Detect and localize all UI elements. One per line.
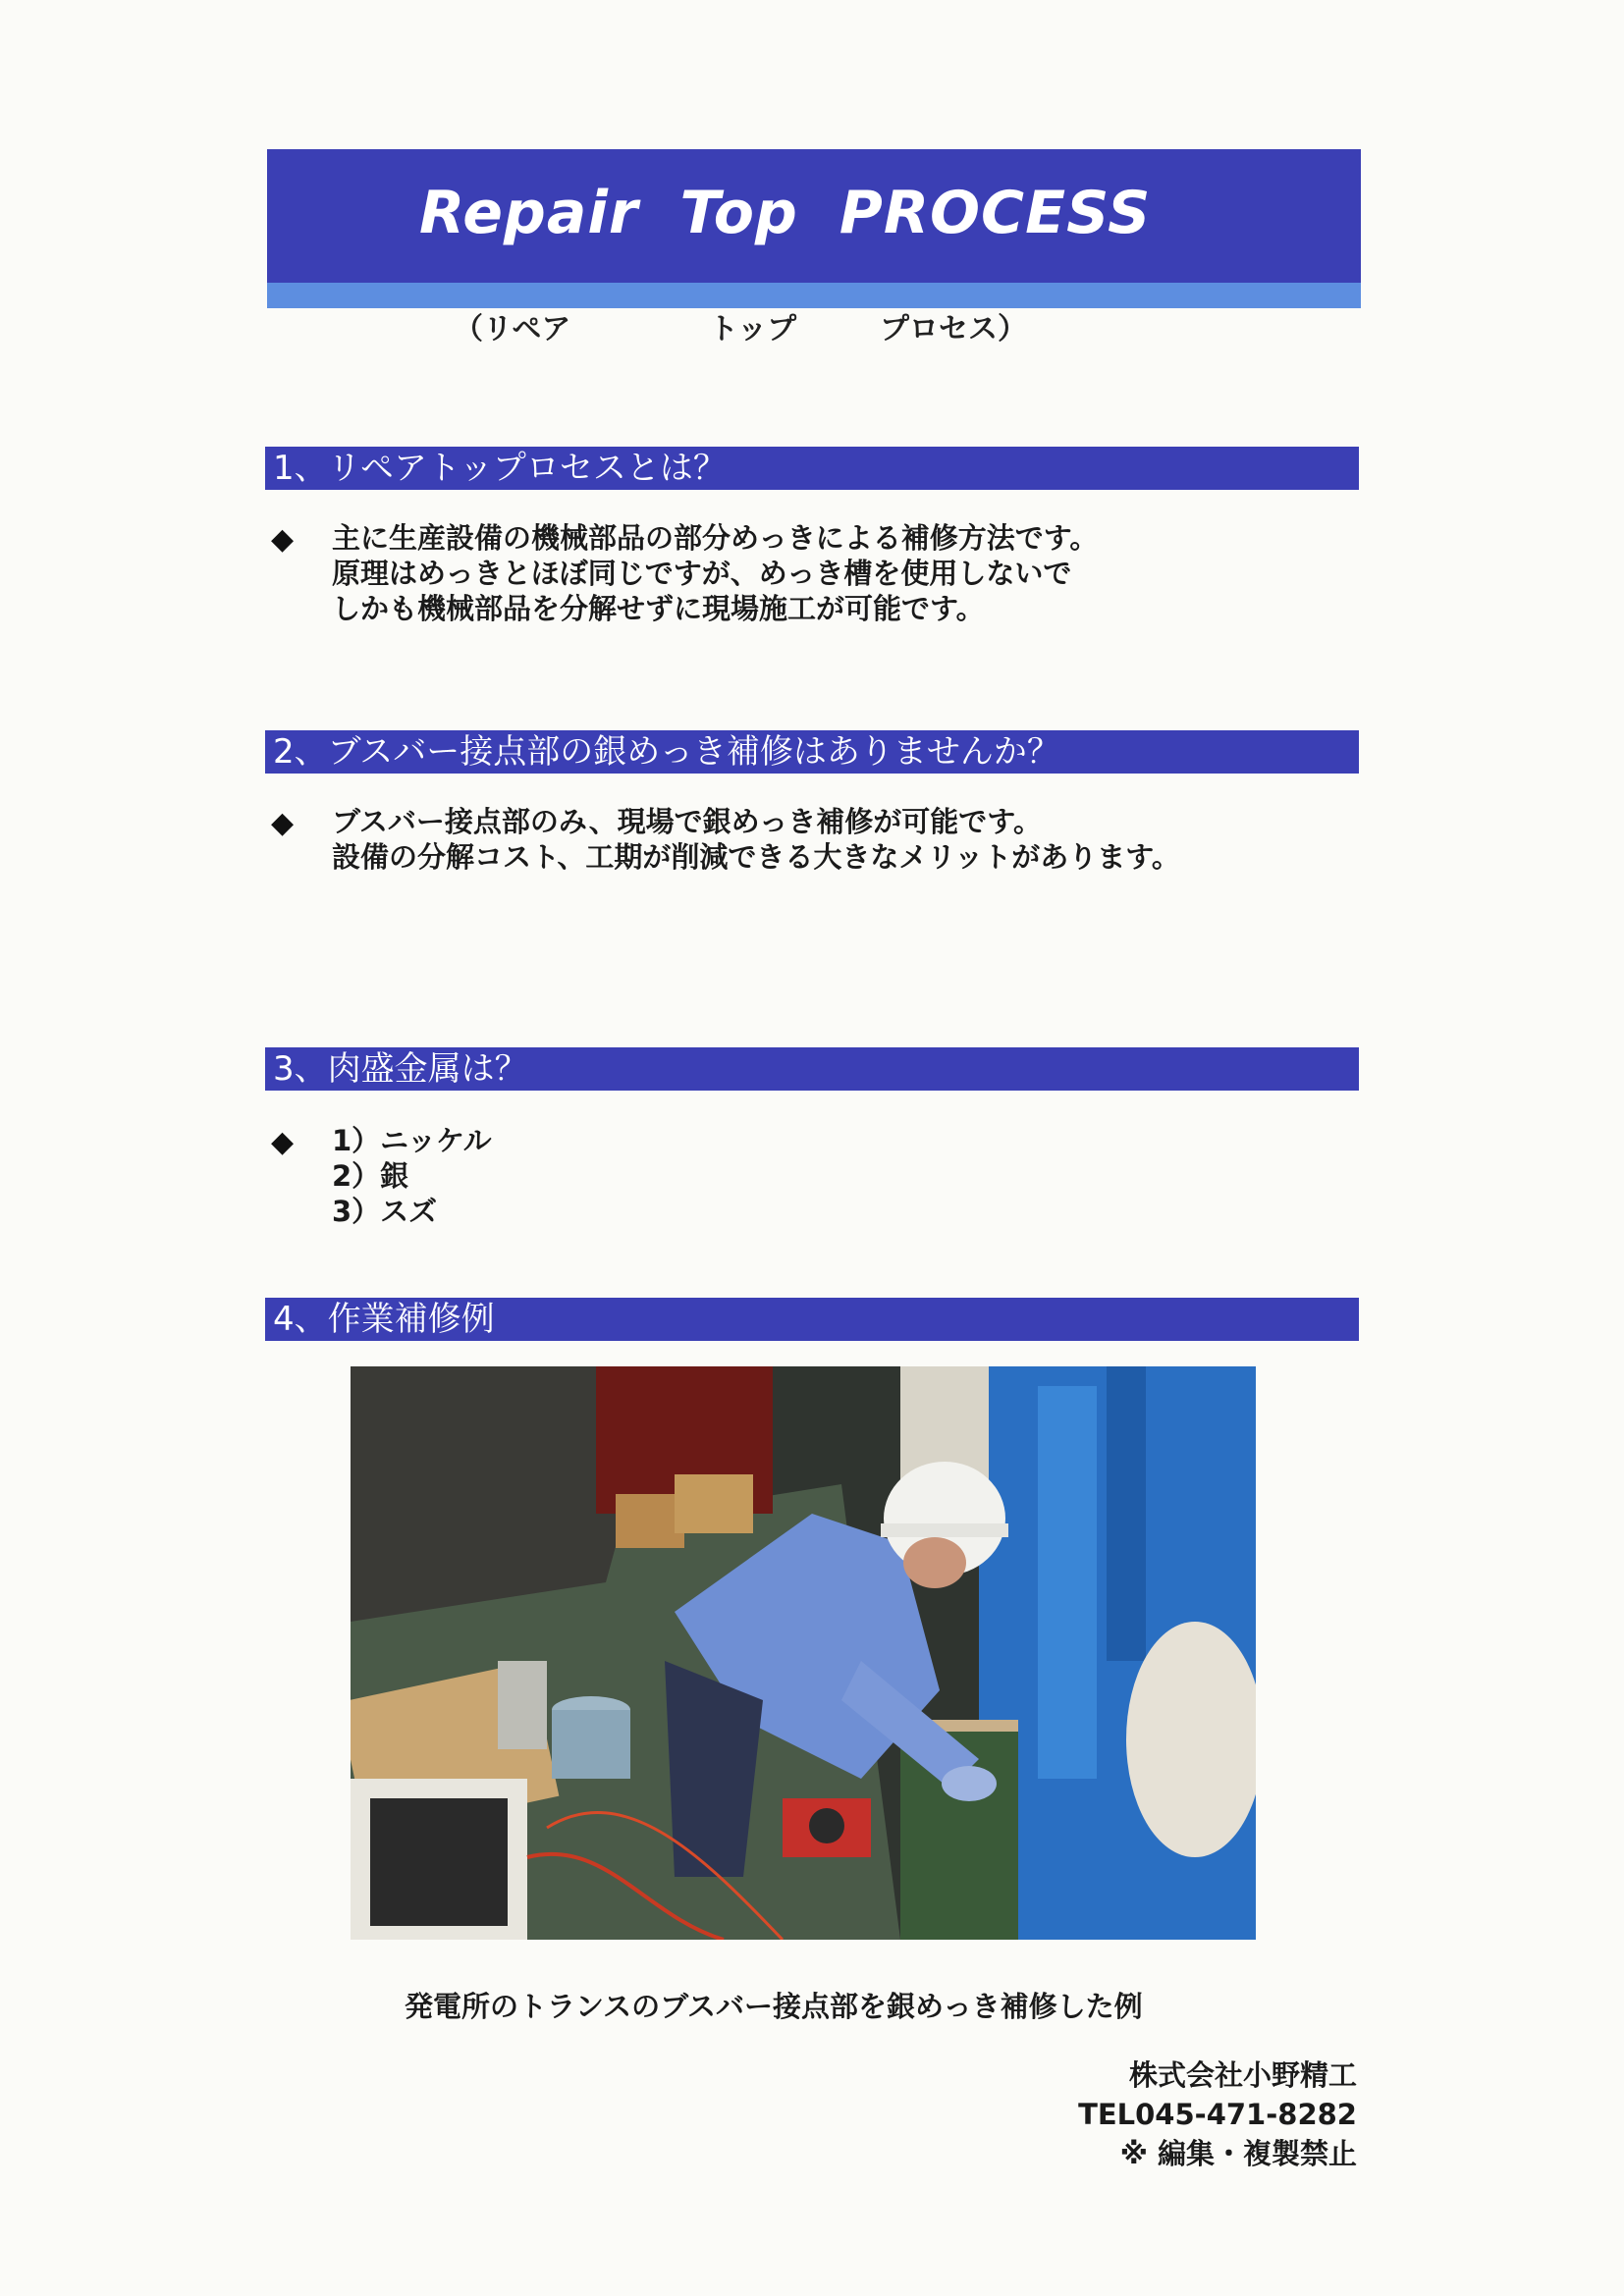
section-2-body bbox=[332, 804, 1180, 875]
bullet-1: ◆ bbox=[271, 522, 295, 557]
work-example-photo bbox=[351, 1366, 1256, 1940]
metal-item: 2）銀 bbox=[332, 1159, 409, 1193]
section-4-heading: 4、作業補修例 bbox=[265, 1298, 1359, 1341]
section-2-line: ブスバー接点部のみ、現場で銀めっき補修が可能です。 bbox=[332, 805, 1042, 838]
company-name: 株式会社小野精工 bbox=[1128, 2058, 1357, 2092]
title-banner bbox=[267, 149, 1361, 308]
title-word-repair: Repair bbox=[419, 179, 639, 247]
section-3-heading: 3、肉盛金属は？ bbox=[265, 1047, 1359, 1091]
section-1-heading: 1、リペアトップロセスとは？ bbox=[265, 447, 1359, 490]
section-1-line: 主に生産設備の機械部品の部分めっきによる補修方法です。 bbox=[332, 521, 1099, 555]
photo-caption: 発電所のトランスのブスバー接点部を銀めっき補修した例 bbox=[405, 1990, 1143, 2023]
section-2-line: 設備の分解コスト、工期が削減できる大きなメリットがあります。 bbox=[332, 840, 1180, 874]
bullet-2: ◆ bbox=[271, 806, 295, 840]
section-2-heading: 2、ブスバー接点部の銀めっき補修はありませんか？ bbox=[265, 730, 1359, 774]
section-1-body bbox=[332, 520, 1098, 626]
title-word-top: Top bbox=[679, 179, 798, 247]
title-banner-stripe bbox=[267, 283, 1361, 308]
title-word-process: PROCESS bbox=[839, 179, 1152, 247]
metal-item: 3）スズ bbox=[332, 1195, 438, 1228]
company-tel: TEL045-471-8282 bbox=[1078, 2098, 1357, 2131]
page-title bbox=[419, 179, 1151, 247]
company-info bbox=[1078, 2056, 1357, 2173]
section-1-line: しかも機械部品を分解せずに現場施工が可能です。 bbox=[332, 592, 985, 625]
bullet-3: ◆ bbox=[271, 1125, 295, 1159]
title-reading-top: トップ bbox=[709, 312, 797, 347]
copy-notice: ※ 編集・複製禁止 bbox=[1119, 2137, 1357, 2170]
section-1-line: 原理はめっきとほぼ同じですが、めっき槽を使用しないで bbox=[332, 557, 1072, 590]
section-3-body bbox=[332, 1123, 492, 1229]
title-reading-repair: （リペア bbox=[454, 312, 571, 347]
metal-item: 1）ニッケル bbox=[332, 1124, 492, 1157]
title-reading-process: プロセス） bbox=[880, 312, 1027, 347]
